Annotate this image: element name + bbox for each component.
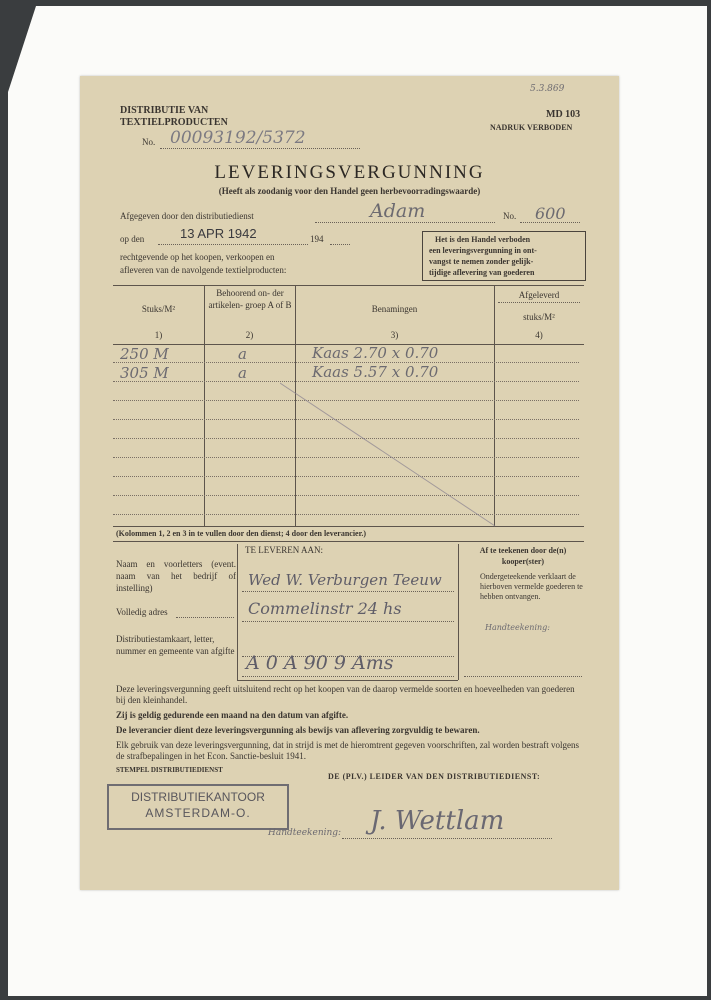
buyer-signature-label: Handteekening:: [485, 623, 550, 632]
issued-by-label: Afgegeven door den distributiedienst: [120, 211, 254, 221]
row2-description: Kaas 5.57 x 0.70: [312, 363, 439, 381]
leader-signature-label: Handteekening:: [268, 828, 342, 838]
recipient-name-label: Naam en voorletters (event. naam van het bedrijf of instelling): [116, 559, 236, 593]
row2-group: a: [238, 364, 247, 382]
recipient-name-value: Wed W. Verburgen Teeuw: [248, 571, 442, 589]
validity-paragraph-1: Deze leveringsvergunning geeft uitsluitend recht op het koopen van de daarop vermelde soorten en hoeveelheden van goederen bij den kleinhandel.: [116, 684, 575, 705]
stamp-label: STEMPEL DISTRIBUTIEDIENST: [116, 766, 223, 774]
validity-paragraph-4: Elk gebruik van deze leveringsvergunning, dat in strijd is met de hieromtrent gegeven voorschriften, zal worden bestraft volgens de strafbepalingen in het Econ. Sanctie-besluit 1941.: [116, 740, 579, 761]
date-stamp: 13 APR 1942: [180, 226, 257, 241]
year-suffix: 194: [310, 234, 324, 244]
validity-paragraph-2: Zij is geldig gedurende een maand na den datum van afgifte.: [116, 710, 349, 720]
recipient-heading: TE LEVEREN AAN:: [245, 545, 323, 555]
col-header-delivered: Afgeleverd: [518, 290, 560, 300]
validity-paragraph-3: De leverancier dient deze leveringsvergunning als bewijs van aflevering zorgvuldig te bewaren.: [116, 725, 480, 735]
buyer-heading: Af te teekenen door de(n) kooper(ster): [479, 546, 567, 566]
issued-no-value: 600: [535, 204, 566, 223]
row1-group: a: [238, 345, 247, 363]
trade-notice-box: Het is den Handel verboden een leveringsvergunning in ont- vangst te nemen zonder gelijk- tijdige aflevering van goederen: [422, 231, 586, 281]
row1-description: Kaas 2.70 x 0.70: [312, 344, 439, 362]
doc-number-label: No.: [142, 137, 156, 147]
recipient-card-value: A 0 A 90 9 Ams: [246, 652, 394, 674]
issued-no-label: No.: [503, 211, 517, 221]
archive-reference: 5.3.869: [530, 84, 565, 94]
reprint-notice: NADRUK VERBODEN: [490, 123, 573, 132]
col-header-group: Behoorend on- der artikelen- groep A of B: [208, 288, 292, 310]
cancellation-stroke: [280, 381, 500, 531]
org-line-2: TEXTIELPRODUCTEN: [120, 117, 228, 128]
row1-qty: 250 M: [120, 345, 169, 363]
levering-permit-document: 5.3.869 DISTRIBUTIE VAN TEXTIELPRODUCTEN MD 103 NADRUK VERBODEN No. 00093192/5372 LEVERINGSVERGUNNING (Heeft als zoodanig voor den Handel geen herbevoorradingswaarde) Afgegeven door den distributiedienst Adam No. 600 op den 13 APR 1942 194 rechtgevende op het koopen, verkoopen en afleveren van de navolgende textielproducten: Het is den Handel verboden een leveringsvergunning in ont- vangst te nemen zonder gelijk- tijdige aflevering van goederen Stuks/M² 1) Behoorend on- der artikelen- groep A of B 2) Benamingen 3) Afgeleverd stuks/M² 4) 250 M a Kaas 2.70 x 0.70 305 M a Kaas 5.57 x 0.70 (Kolommen 1, 2 en 3 in te vullen door den dienst; 4 door den leverancier.) TE LEVEREN AAN: Naam en voorletters (event. naam van het bedrijf of instelling) Wed W. Verburgen Teeuw Volledig adres Commelinstr 24 hs Distributiestamkaart, letter, nummer en gemeente van afgifte A 0 A 90 9 Ams Af te teekenen door de(n) kooper(ster) Ondergeteekende verklaart de hierboven vermelde goederen te hebben ontvangen. Handteekening: Deze leveringsvergunning geeft uitsluitend recht op het koopen van de daarop vermelde soorten en hoeveelheden van goederen bij den kleinhandel. Zij is geldig gedurende een maand na den datum van afgifte. De leverancier dient deze leveringsvergunning als bewijs van aflevering zorgvuldig te bewaren. Elk gebruik van deze leveringsvergunning, dat in strijd is met de hieromtrent gegeven voorschriften, zal worden bestraft volgens de strafbepalingen in het Econ. Sanctie-besluit 1941. STEMPEL DISTRIBUTIEDIENST DE (PLV.) LEIDER VAN DEN DISTRIBUTIEDIENST: DISTRIBUTIEKANTOOR AMSTERDAM-O. Handteekening: J. Wettlam: [80, 76, 619, 890]
doc-number-value: 00093192/5372: [170, 128, 306, 148]
distribution-office-stamp: DISTRIBUTIEKANTOOR AMSTERDAM-O.: [107, 784, 289, 830]
date-label: op den: [120, 234, 145, 244]
recipient-card-label: Distributiestamkaart, letter, nummer en gemeente van afgifte: [116, 634, 235, 656]
rights-line-1: rechtgevende op het koopen, verkoopen en: [120, 252, 275, 262]
document-title: LEVERINGSVERGUNNING: [214, 162, 485, 183]
table-footnote: (Kolommen 1, 2 en 3 in te vullen door den dienst; 4 door den leverancier.): [116, 529, 367, 538]
org-line-1: DISTRIBUTIE VAN: [120, 105, 209, 116]
service-value: Adam: [370, 200, 426, 222]
col-header-qty: Stuks/M²: [141, 304, 176, 314]
leader-label: DE (PLV.) LEIDER VAN DEN DISTRIBUTIEDIENST:: [328, 772, 541, 781]
rights-line-2: afleveren van de navolgende textielproducten:: [120, 265, 287, 275]
buyer-declaration: Ondergeteekende verklaart de hierboven vermelde goederen te hebben ontvangen.: [480, 572, 583, 601]
form-code: MD 103: [546, 109, 581, 120]
recipient-address-label: Volledig adres: [116, 607, 168, 617]
col-header-description: Benamingen: [371, 304, 418, 314]
document-subtitle: (Heeft als zoodanig voor den Handel geen herbevoorradingswaarde): [218, 186, 481, 196]
recipient-address-value: Commelinstr 24 hs: [248, 599, 402, 618]
leader-signature: J. Wettlam: [370, 806, 505, 836]
row2-qty: 305 M: [120, 364, 169, 382]
